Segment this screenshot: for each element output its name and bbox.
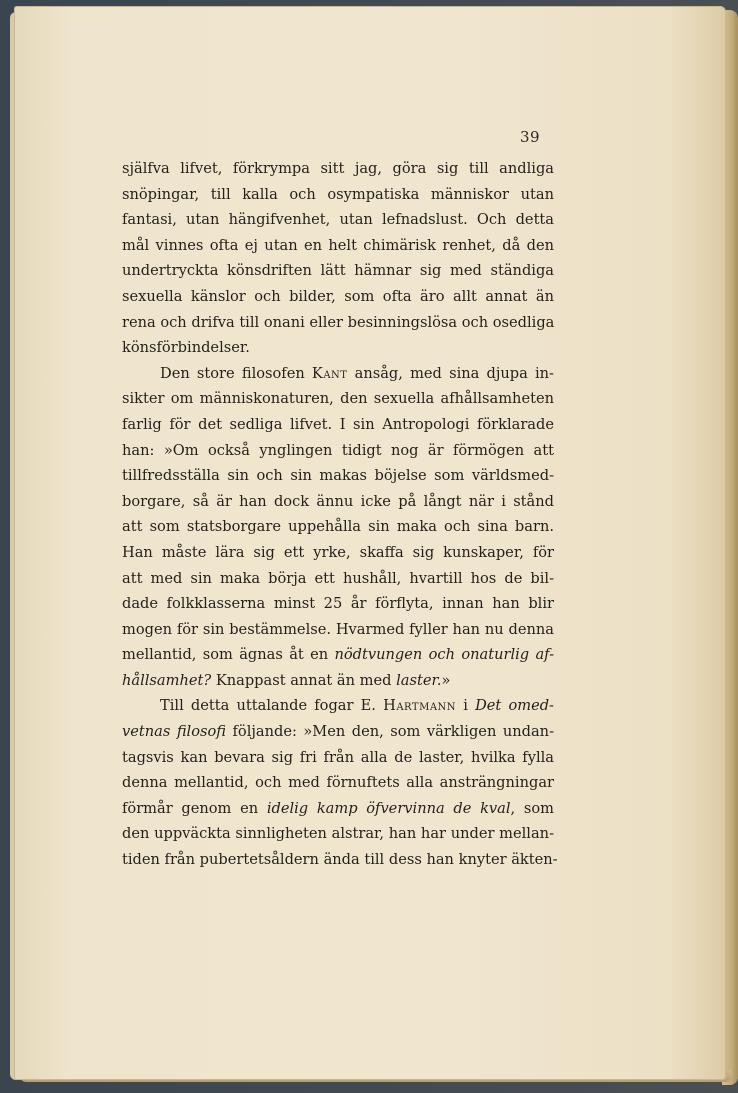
text-segment: undertryckta könsdriften lätt hämnar sig med ständiga xyxy=(122,262,554,280)
body-text xyxy=(122,156,558,873)
text-line xyxy=(122,591,554,617)
text-line xyxy=(122,284,554,310)
text-segment: idelig kamp öfvervinna de kval xyxy=(266,799,511,817)
text-segment: att som statsborgare uppehålla sin maka och sina barn. xyxy=(122,518,554,536)
text-segment: Han måste lära sig ett yrke, skaffa sig kunskaper, för xyxy=(122,543,554,561)
text-line xyxy=(122,796,554,822)
text-line xyxy=(122,258,554,284)
text-segment: snöpingar, till kalla och osympatiska människor utan xyxy=(122,185,554,203)
text-line xyxy=(122,335,554,361)
text-line xyxy=(122,361,554,387)
text-segment: att med sin maka börja ett hushåll, hvartill hos de bil- xyxy=(122,569,554,587)
text-line xyxy=(122,540,554,566)
text-segment: könsförbindelser. xyxy=(122,339,250,357)
text-segment: mogen för sin bestämmelse. Hvarmed fyller han nu denna xyxy=(122,620,554,638)
text-line xyxy=(122,156,554,182)
text-segment: tagsvis kan bevara sig fri från alla de laster, hvilka fylla xyxy=(122,748,554,766)
text-segment: Knappast annat än med xyxy=(211,671,397,689)
text-line xyxy=(122,514,554,540)
text-segment: mål vinnes ofta ej utan en helt chimärisk renhet, då den xyxy=(122,236,554,254)
text-segment: sikter om människonaturen, den sexuella afhållsamheten xyxy=(122,390,554,408)
text-line xyxy=(122,745,554,771)
text-line xyxy=(122,719,554,745)
text-segment: ansåg, med sina djupa in- xyxy=(347,364,554,382)
text-segment: tillfredsställa sin och sin makas böjelse som världsmed- xyxy=(122,467,554,485)
text-segment: fantasi, utan hängifvenhet, utan lefnadslust. Och detta xyxy=(122,211,554,229)
text-segment: nödtvungen och onaturlig af- xyxy=(334,646,554,664)
text-line xyxy=(122,770,554,796)
text-segment: Hartmann xyxy=(383,697,457,715)
text-line xyxy=(122,821,554,847)
text-line xyxy=(122,310,554,336)
text-line xyxy=(122,412,554,438)
text-line xyxy=(122,668,554,694)
text-segment: hållsamhet? xyxy=(122,671,212,689)
text-segment: mellantid, som ägnas åt en xyxy=(122,646,335,664)
text-line xyxy=(122,182,554,208)
text-segment: Till detta uttalande fogar E. xyxy=(160,697,384,715)
text-line xyxy=(122,386,554,412)
text-line xyxy=(122,463,554,489)
page-number: 39 xyxy=(520,128,541,146)
text-line xyxy=(122,566,554,592)
text-line xyxy=(122,207,554,233)
text-segment: i xyxy=(456,697,476,715)
text-segment: följande: »Men den, som värkligen undan- xyxy=(226,723,555,741)
text-segment: själfva lifvet, förkrympa sitt jag, göra sig till andliga xyxy=(122,160,554,177)
text-line xyxy=(122,693,554,719)
text-line xyxy=(122,233,554,259)
text-segment: han: »Om också ynglingen tidigt nog är förmögen att xyxy=(122,441,554,459)
text-segment: vetnas filosofi xyxy=(122,723,227,741)
text-segment: förmår genom en xyxy=(122,799,267,817)
text-line xyxy=(122,642,554,668)
text-segment: borgare, så är han dock ännu icke på långt när i stånd xyxy=(122,492,554,510)
text-segment: dade folkklasserna minst 25 år förflyta, innan han blir xyxy=(122,595,554,613)
text-line xyxy=(122,847,558,873)
text-segment: rena och drifva till onani eller besinningslösa och osedliga xyxy=(122,313,555,331)
text-segment: Den store filosofen xyxy=(160,364,312,382)
text-line xyxy=(122,617,554,643)
text-segment: Kant xyxy=(311,364,348,382)
text-segment: tiden från pubertetsåldern ända till dess han knyter äkten- xyxy=(122,851,558,869)
text-segment: , som xyxy=(510,799,554,817)
text-segment: farlig för det sedliga lifvet. I sin Antropologi förklarade xyxy=(122,415,554,433)
text-segment: Det omed- xyxy=(475,697,554,715)
text-line xyxy=(122,438,554,464)
text-segment: laster. xyxy=(396,671,442,689)
text-segment: denna mellantid, och med förnuftets alla ansträngningar xyxy=(122,774,554,792)
text-segment: sexuella känslor och bilder, som ofta äro allt annat än xyxy=(122,287,554,305)
text-segment: » xyxy=(441,671,451,689)
text-line xyxy=(122,489,554,515)
text-segment: den uppväckta sinnligheten alstrar, han har under mellan- xyxy=(122,825,554,843)
